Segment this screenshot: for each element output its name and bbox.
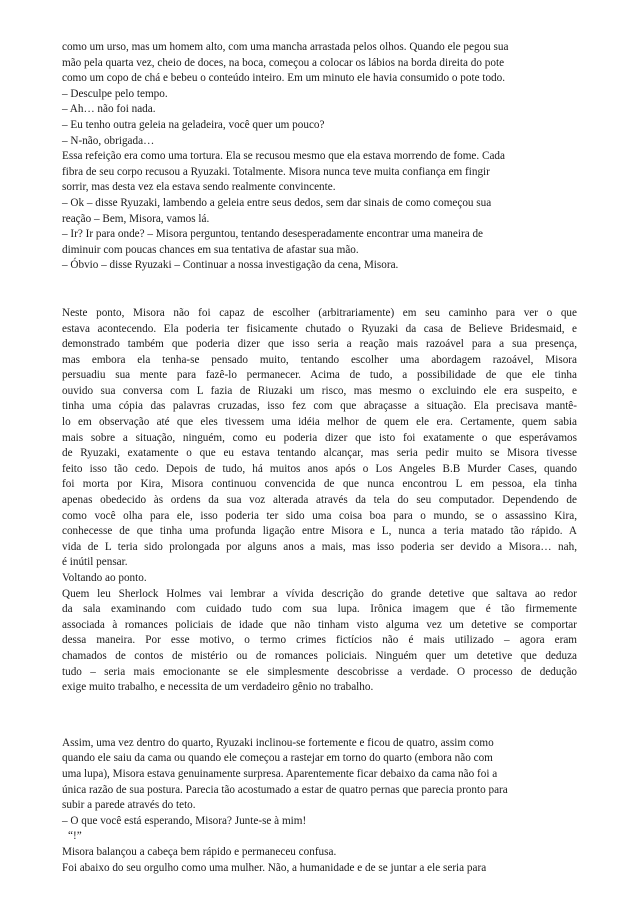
text-line: vida de L teria sido prolongada por alguns anos a mais, mas isso poderia ser devido a Misora… nah, [62,540,577,553]
text-line: persuadiu sua mente para fazê-lo permanecer. Acima de tudo, a possibilidade de que ele tinha [62,369,577,382]
text-line: ouvido sua conversa com L fazia de Riuzaki um risco, mas mesmo o excluindo ele era suspeito, e [62,384,577,397]
dialogue-line: reação – Bem, Misora, vamos lá. [62,212,210,225]
text-line: mão pela quarta vez, cheio de doces, na boca, começou a colocar os lábios na borda direita do pote [62,56,505,69]
text-line: fibra de seu corpo recusou a Ryuzaki. Totalmente. Misora nunca teve muita confiança em fingir [62,165,490,178]
text-line: associada à romances policiais de idade que não tinham visto alguma vez um detetive se comportar [62,618,577,631]
text-line: tinha uma cópia das palavras cruzadas, isso fez com que abraçasse a situação. Ela precisava mantê- [62,400,577,413]
text-line: é inútil pensar. [62,556,128,569]
text-line: sorrir, mas desta vez ela estava sendo realmente convincente. [62,181,336,194]
paragraph-block-2 [62,306,577,696]
dialogue-line: – Ir? Ir para onde? – Misora perguntou, tentando desesperadamente encontrar uma maneira de [62,228,484,241]
text-line: como você olha para ele, isso poderia ter sido uma coisa boa para o mundo, se o assassino Kira, [62,509,577,522]
text-line: exige muito trabalho, e necessita de um verdadeiro gênio no trabalho. [62,681,374,694]
text-line: subir a parede através do teto. [62,799,196,812]
paragraph-block-1 [62,40,577,274]
dialogue-line: “!” [68,830,82,843]
text-line: uma lupa), Misora estava genuinamente surpresa. Aparentemente ficar debaixo da cama não foi a [62,767,498,780]
text-line: apenas obedecido às ordens da sua voz alterada através da tela do seu computador. Dependendo de [62,494,577,507]
text-line: Assim, uma vez dentro do quarto, Ryuzaki inclinou-se fortemente e ficou de quatro, assim como [62,736,494,749]
paragraph-block-3 [62,736,577,876]
text-line: como um urso, mas um homem alto, com uma mancha arrastada pelos olhos. Quando ele pegou sua [62,41,509,53]
text-line: da sala examinando com cuidado tudo com sua lupa. Irônica imagem que é tão firmemente [62,603,577,616]
section-spacer [62,274,577,306]
dialogue-line: – Desculpe pelo tempo. [62,87,168,100]
text-line: demonstrado também que poderia dizer que isso seria a reação mais razoável para a sua presença, [62,338,577,351]
text-line: tudo – seria mais emocionante se ele simplesmente descobrisse a verdade. O processo de dedução [62,665,577,678]
dialogue-line: – Eu tenho outra geleia na geladeira, você quer um pouco? [62,118,325,131]
text-line: quando ele saiu da cama ou quando ele começou a rastejar em torno do quarto (embora não com [62,752,493,765]
text-line: chamados de contos de mistério ou de romances policiais. Ninguém quer um detetive que deduza [62,649,577,662]
text-line: de Ryuzaki, exatamente o que eu estava tentando alcançar, mas seria pedir muito se Misora tivesse [62,447,577,460]
text-line: dessa maneira. Por esse motivo, o termo crimes fictícios não é mais utilizado – agora eram [62,634,577,647]
text-line: mais sobre a situação, ninguém, como eu poderia dizer que isto foi exatamente o que esperávamos [62,431,577,444]
text-line: foi morta por Kira, Misora continuou convencida de que nunca encontrou L em pessoa, ela tinha [62,478,577,491]
document-page [62,40,577,876]
text-line: diminuir com poucas chances em sua tentativa de afastar sua mão. [62,243,359,256]
text-line: Quem leu Sherlock Holmes vai lembrar a vívida descrição do grande detetive que saltava ao redor [62,587,577,600]
section-spacer [62,696,577,736]
dialogue-line: – Ok – disse Ryuzaki, lambendo a geleia entre seus dedos, sem dar sinais de como começou sua [62,196,492,209]
text-line: Voltando ao ponto. [62,572,147,584]
text-line: Foi abaixo do seu orgulho como uma mulher. Não, a humanidade e de se juntar a ele seria para [62,861,487,874]
text-line: lo em observação até que eles tivessem uma idéia melhor de quem ele era. Certamente, quem sabia [62,416,577,429]
text-line: Misora balançou a cabeça bem rápido e permaneceu confusa. [62,845,337,858]
text-line: como um copo de chá e bebeu o conteúdo inteiro. Em um minuto ele havia consumido o pote todo. [62,72,506,85]
dialogue-line: – Ah… não foi nada. [62,103,156,116]
text-line: mas embora ela tenha-se pensado muito, tentando escolher uma abordagem razoável, Misora [62,353,577,366]
text-line: feito isso tão cedo. Depois de tudo, há muitos anos após o Los Angeles B.B Murder Cases, quando [62,462,577,475]
dialogue-line: – O que você está esperando, Misora? Junte-se à mim! [62,814,307,827]
text-line: conhecesse de que tinha uma profunda ligação entre Misora e L, nunca a teria matado tão rápido. A [62,525,577,538]
text-line: Essa refeição era como uma tortura. Ela se recusou mesmo que ela estava morrendo de fome. Cada [62,150,505,163]
text-line: única razão de sua postura. Parecia tão acostumado a estar de quatro pernas que parecia pronto para [62,783,508,796]
text-line: estava acontecendo. Ela poderia ter fisicamente chutado o Ryuzaki da casa de Believe Bridesmaid, e [62,322,577,335]
dialogue-line: – Óbvio – disse Ryuzaki – Continuar a nossa investigação da cena, Misora. [62,259,399,272]
dialogue-line: – N-não, obrigada… [62,134,155,147]
text-line: Neste ponto, Misora não foi capaz de escolher (arbitrariamente) em seu caminho para ver o que [62,306,577,319]
